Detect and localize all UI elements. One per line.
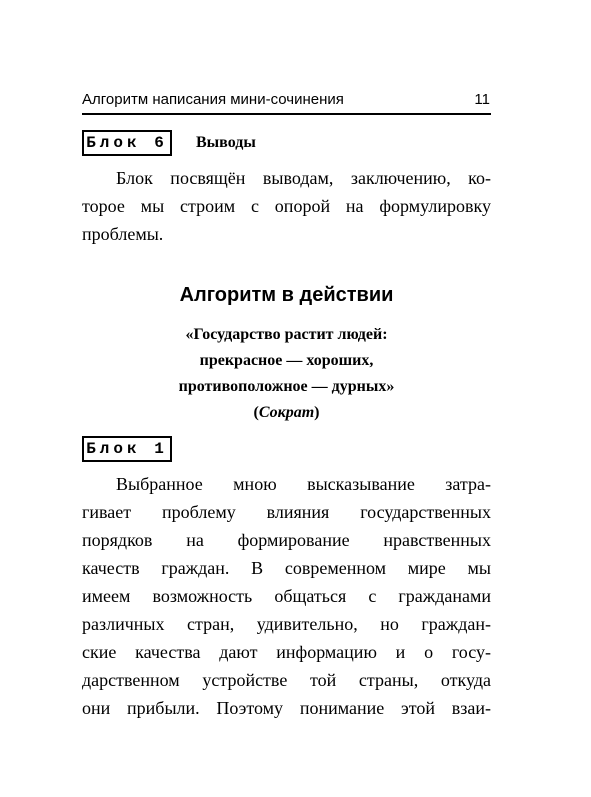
author-name: Сократ: [258, 404, 315, 421]
page-number: 11: [474, 91, 490, 108]
paragraph-line: проблемы.: [82, 224, 164, 244]
epigraph-line: прекрасное — хороших,: [199, 352, 374, 369]
running-title: Алгоритм написания мини-сочинения: [82, 91, 344, 108]
paragraph-line: они прибыли. Поэтому понимание этой взаи-: [82, 698, 491, 718]
paragraph-line: гивает проблему влияния государственных: [82, 502, 491, 522]
paragraph-line: дарственном устройстве той страны, откуда: [82, 670, 491, 690]
block-6-paragraph: [82, 164, 491, 248]
block-6-title: Выводы: [196, 134, 256, 151]
paragraph-line: различных стран, удивительно, но граждан-: [82, 614, 491, 634]
header-rule: [82, 113, 491, 115]
epigraph: [82, 322, 491, 426]
epigraph-line: «Государство растит людей:: [185, 326, 388, 343]
epigraph-author: (Сократ): [253, 404, 320, 421]
block-6-label: Блок 6: [82, 130, 172, 156]
paragraph-line: Выбранное мною высказывание затра-: [116, 474, 491, 494]
paragraph-line: ские качества дают информацию и о госу-: [82, 642, 491, 662]
section-title: Алгоритм в действии: [179, 284, 394, 306]
paragraph-line: Блок посвящён выводам, заключению, ко-: [116, 168, 491, 188]
paragraph-line: имеем возможность общаться с гражданами: [82, 586, 491, 606]
block-1-label: Блок 1: [82, 436, 172, 462]
paragraph-line: торое мы строим с опорой на формулировку: [82, 196, 491, 216]
paragraph-line: порядков на формирование нравственных: [82, 530, 491, 550]
block-1-paragraph: [82, 470, 491, 722]
paragraph-line: качеств граждан. В современном мире мы: [82, 558, 491, 578]
epigraph-line: противоположное — дурных»: [178, 378, 395, 395]
running-head: [82, 91, 490, 108]
